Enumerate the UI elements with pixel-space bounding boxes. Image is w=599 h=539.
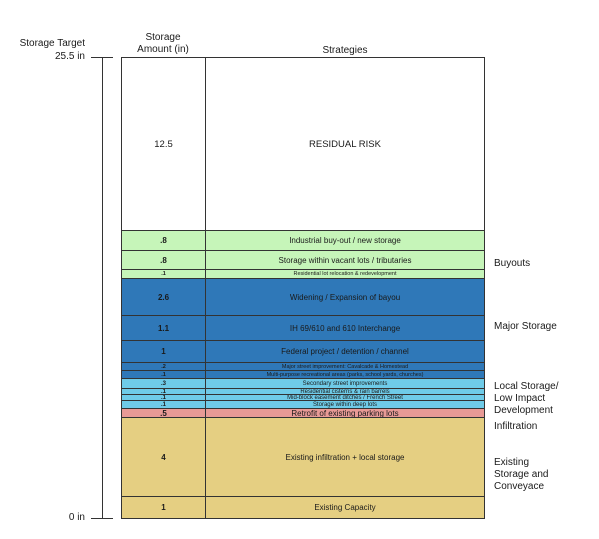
strategy-row xyxy=(122,362,484,370)
strategy-row xyxy=(122,269,484,278)
group-label-existing: Existing Storage and Conveyace xyxy=(494,457,549,492)
strategy-label: Federal project / detention / channel xyxy=(281,347,409,356)
storage-amount: .1 xyxy=(122,371,206,378)
axis-line xyxy=(102,57,103,519)
zero-value-label: 0 in xyxy=(68,512,85,523)
storage-amount: 4 xyxy=(122,418,206,496)
strategy-label: Storage within deep lots xyxy=(312,401,378,408)
storage-amount: .1 xyxy=(122,389,206,394)
storage-amount: .1 xyxy=(122,401,206,408)
strategy-label: Mid-block easement ditches / French Street xyxy=(287,395,403,400)
group-label-major-storage: Major Storage xyxy=(494,321,557,332)
strategy-row xyxy=(122,370,484,378)
amount-header: Storage Amount (in) xyxy=(137,32,189,55)
strategy-label: Retrofit of existing parking lots xyxy=(291,409,399,417)
strategy-row xyxy=(122,417,484,496)
storage-target-label: Storage Target xyxy=(19,38,85,49)
strategy-label: RESIDUAL RISK xyxy=(309,138,381,150)
strategy-label: IH 69/610 and 610 Interchange xyxy=(289,323,401,333)
strategy-label: Storage within vacant lots / tributaries xyxy=(278,255,412,265)
strategy-label: Multi-purpose recreational areas (parks, school yards, churches) xyxy=(266,371,424,378)
storage-stack xyxy=(121,57,485,519)
storage-amount: 2.6 xyxy=(122,279,206,315)
storage-amount: .8 xyxy=(122,251,206,269)
storage-amount: .3 xyxy=(122,379,206,388)
strategy-row xyxy=(122,58,484,230)
storage-amount: 1 xyxy=(122,497,206,518)
storage-amount: 12.5 xyxy=(122,58,206,230)
strategy-label: Industrial buy-out / new storage xyxy=(289,236,401,245)
group-label-infiltration: Infiltration xyxy=(494,421,538,432)
strategy-row xyxy=(122,278,484,315)
group-label-local-storage: Local Storage/ Low Impact Development xyxy=(494,381,559,416)
strategy-row xyxy=(122,378,484,388)
target-value-label: 25.5 in xyxy=(54,51,85,62)
strategy-row xyxy=(122,408,484,417)
strategy-label: Residential lot relocation & redevelopment xyxy=(293,271,397,277)
strategy-row xyxy=(122,250,484,269)
strategy-label: Residential cisterns & rain barrels xyxy=(300,389,390,394)
storage-amount: .8 xyxy=(122,231,206,250)
strategy-row xyxy=(122,315,484,340)
storage-amount: .2 xyxy=(122,363,206,370)
strategy-row xyxy=(122,230,484,250)
strategy-label: Existing Capacity xyxy=(314,503,376,512)
strategy-row xyxy=(122,340,484,362)
storage-amount: 1.1 xyxy=(122,316,206,340)
strategy-label: Existing infiltration + local storage xyxy=(285,452,405,462)
strategies-header: Strategies xyxy=(322,45,368,56)
strategy-row xyxy=(122,496,484,518)
group-label-buyouts: Buyouts xyxy=(494,258,531,269)
strategy-row xyxy=(122,400,484,408)
storage-amount: .5 xyxy=(122,409,206,417)
storage-amount: .1 xyxy=(122,395,206,400)
strategy-label: Widening / Expansion of bayou xyxy=(289,292,401,302)
strategy-label: Major street improvement: Cavalcade & Homestead xyxy=(281,363,409,370)
strategy-label: Secondary street improvements xyxy=(302,380,388,387)
storage-amount: .1 xyxy=(122,270,206,278)
storage-amount: 1 xyxy=(122,341,206,362)
